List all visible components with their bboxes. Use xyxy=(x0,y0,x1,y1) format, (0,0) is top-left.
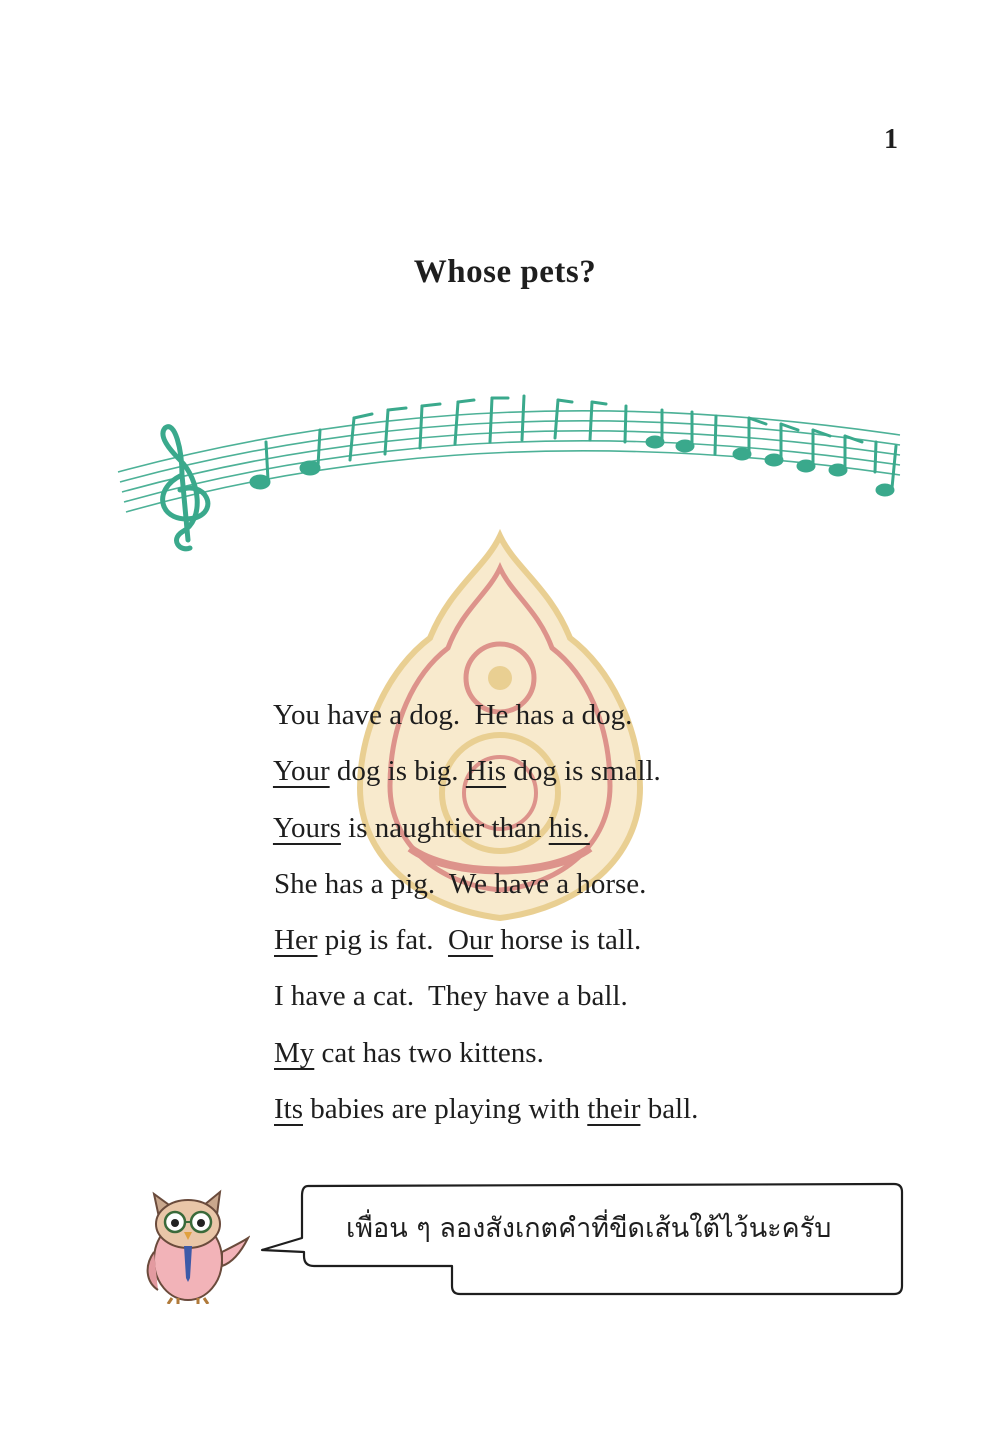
underlined-word: Yours xyxy=(272,811,341,844)
poem-phrase: pig is fat. xyxy=(317,924,448,957)
poem-phrase: cat has two kittens. xyxy=(314,1036,544,1069)
poem-line xyxy=(245,646,698,731)
poem-phrase: She has a pig. We have a horse. xyxy=(274,867,647,900)
underlined-word: his. xyxy=(548,811,590,844)
underlined-word: Its xyxy=(274,1093,303,1126)
underlined-word: His xyxy=(465,755,507,788)
poem xyxy=(245,646,699,1126)
poem-phrase: horse is tall. xyxy=(493,924,642,957)
underlined-word: Your xyxy=(272,755,330,788)
owl-teacher-icon xyxy=(138,1182,250,1304)
poem-phrase: is naughtier than xyxy=(340,811,549,844)
underlined-word: Her xyxy=(274,924,318,957)
underlined-word: Our xyxy=(447,924,494,957)
poem-phrase: babies are playing with xyxy=(303,1093,588,1126)
poem-phrase: I have a cat. They have a ball. xyxy=(274,980,628,1013)
poem-phrase: dog is small. xyxy=(506,755,661,788)
underlined-word: My xyxy=(274,1036,315,1069)
poem-phrase: You have a dog. He has a dog. xyxy=(272,699,633,731)
page-number: 1 xyxy=(884,124,898,155)
underlined-word: their xyxy=(587,1093,641,1126)
page-title: Whose pets? xyxy=(413,254,597,290)
speech-bubble-text: เพื่อน ๆ ลองสังเกตคำที่ขีดเส้นใต้ไว้นะครับ xyxy=(346,1213,832,1244)
poem-phrase: dog is big. xyxy=(329,755,466,788)
poem-phrase: ball. xyxy=(640,1093,699,1126)
